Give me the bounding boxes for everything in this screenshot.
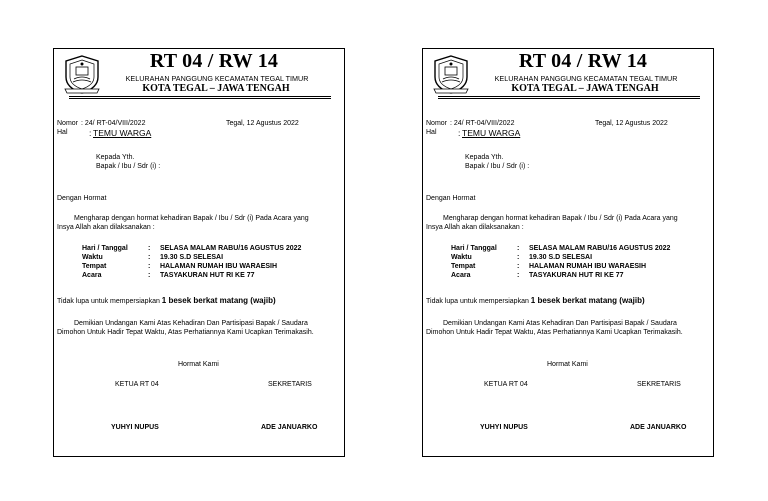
body-line-2: Insya Allah akan dilaksanakan : [426,224,524,231]
detail-colon: : [148,272,151,279]
detail-label-event: Acara [82,272,102,279]
detail-colon: : [148,263,151,270]
detail-colon: : [517,272,520,279]
reminder-text: Tidak lupa untuk mempersiapkan [426,298,531,305]
detail-colon: : [517,254,520,261]
letter-city: KOTA TEGAL – JAWA TENGAH [511,83,659,94]
recipient-line: Bapak / Ibu / Sdr (i) : [465,163,530,170]
detail-value-date: SELASA MALAM RABU/16 AGUSTUS 2022 [529,245,671,252]
nomor-value: : 24/ RT-04/VIII/2022 [81,120,146,127]
hal-value: TEMU WARGA [93,128,152,138]
role-secretary: SEKRETARIS [268,381,312,388]
hormat-kami: Hormat Kami [547,361,588,368]
role-chairman: KETUA RT 04 [115,381,159,388]
letter-subtitle: KELURAHAN PANGGUNG KECAMATAN TEGAL TIMUR [125,74,309,83]
hal-label: Hal [426,129,437,136]
name-secretary: ADE JANUARKO [261,424,318,431]
letter-subtitle: KELURAHAN PANGGUNG KECAMATAN TEGAL TIMUR [494,74,678,83]
name-chairman: YUHYI NUPUS [111,424,159,431]
recipient-line: Bapak / Ibu / Sdr (i) : [96,163,161,170]
body-line-2: Insya Allah akan dilaksanakan : [57,224,155,231]
closing-line-2: Dimohon Untuk Hadir Tepat Waktu, Atas Perhatiannya Kami Ucapkan Terimakasih. [426,329,683,336]
detail-label-place: Tempat [451,263,476,270]
hal-colon: : [458,128,461,138]
detail-label-event: Acara [451,272,471,279]
detail-colon: : [517,263,520,270]
kepada-line: Kepada Yth. [96,154,135,161]
nomor-value: : 24/ RT-04/VIII/2022 [450,120,515,127]
kepada-line: Kepada Yth. [465,154,504,161]
closing-line-2: Dimohon Untuk Hadir Tepat Waktu, Atas Perhatiannya Kami Ucapkan Terimakasih. [57,329,314,336]
body-line-1: Mengharap dengan hormat kehadiran Bapak / Ibu / Sdr (i) Pada Acara yang [74,215,309,222]
header-divider [69,96,331,99]
letter-city: KOTA TEGAL – JAWA TENGAH [142,83,290,94]
place-date: Tegal, 12 Agustus 2022 [595,120,668,127]
reminder-bold: 1 besek berkat matang (wajib) [530,296,645,305]
reminder-bold: 1 besek berkat matang (wajib) [161,296,276,305]
detail-label-place: Tempat [82,263,107,270]
nomor-label: Nomor [57,120,79,127]
detail-colon: : [148,245,151,252]
greeting: Dengan Hormat [426,195,476,202]
reminder-line [426,296,645,305]
detail-value-event: TASYAKURAN HUT RI KE 77 [529,272,624,279]
name-chairman: YUHYI NUPUS [480,424,528,431]
hal-colon: : [89,128,92,138]
hormat-kami: Hormat Kami [178,361,219,368]
detail-value-time: 19.30 S.D SELESAI [160,254,224,261]
closing-line-1: Demikian Undangan Kami Atas Kehadiran Dan Partisipasi Bapak / Saudara [443,320,677,327]
header-divider [438,96,700,99]
place-date: Tegal, 12 Agustus 2022 [226,120,299,127]
nomor-label: Nomor [426,120,448,127]
body-line-1: Mengharap dengan hormat kehadiran Bapak / Ibu / Sdr (i) Pada Acara yang [443,215,678,222]
closing-line-1: Demikian Undangan Kami Atas Kehadiran Dan Partisipasi Bapak / Saudara [74,320,308,327]
detail-label-time: Waktu [82,254,103,261]
detail-value-event: TASYAKURAN HUT RI KE 77 [160,272,255,279]
invitation-letter-left [53,48,345,457]
name-secretary: ADE JANUARKO [630,424,687,431]
detail-value-date: SELASA MALAM RABU/16 AGUSTUS 2022 [160,245,302,252]
role-chairman: KETUA RT 04 [484,381,528,388]
detail-label-time: Waktu [451,254,472,261]
hal-label: Hal [57,129,68,136]
hal-value: TEMU WARGA [462,128,521,138]
detail-value-place: HALAMAN RUMAH IBU WARAESIH [160,263,278,270]
role-secretary: SEKRETARIS [637,381,681,388]
detail-value-time: 19.30 S.D SELESAI [529,254,593,261]
reminder-line [57,296,276,305]
detail-colon: : [517,245,520,252]
detail-label-date: Hari / Tanggal [451,245,497,252]
reminder-text: Tidak lupa untuk mempersiapkan [57,298,162,305]
detail-colon: : [148,254,151,261]
invitation-letter-right [422,48,714,457]
letter-title: RT 04 / RW 14 [518,50,648,72]
letter-title: RT 04 / RW 14 [149,50,279,72]
detail-value-place: HALAMAN RUMAH IBU WARAESIH [529,263,647,270]
detail-label-date: Hari / Tanggal [82,245,128,252]
greeting: Dengan Hormat [57,195,107,202]
